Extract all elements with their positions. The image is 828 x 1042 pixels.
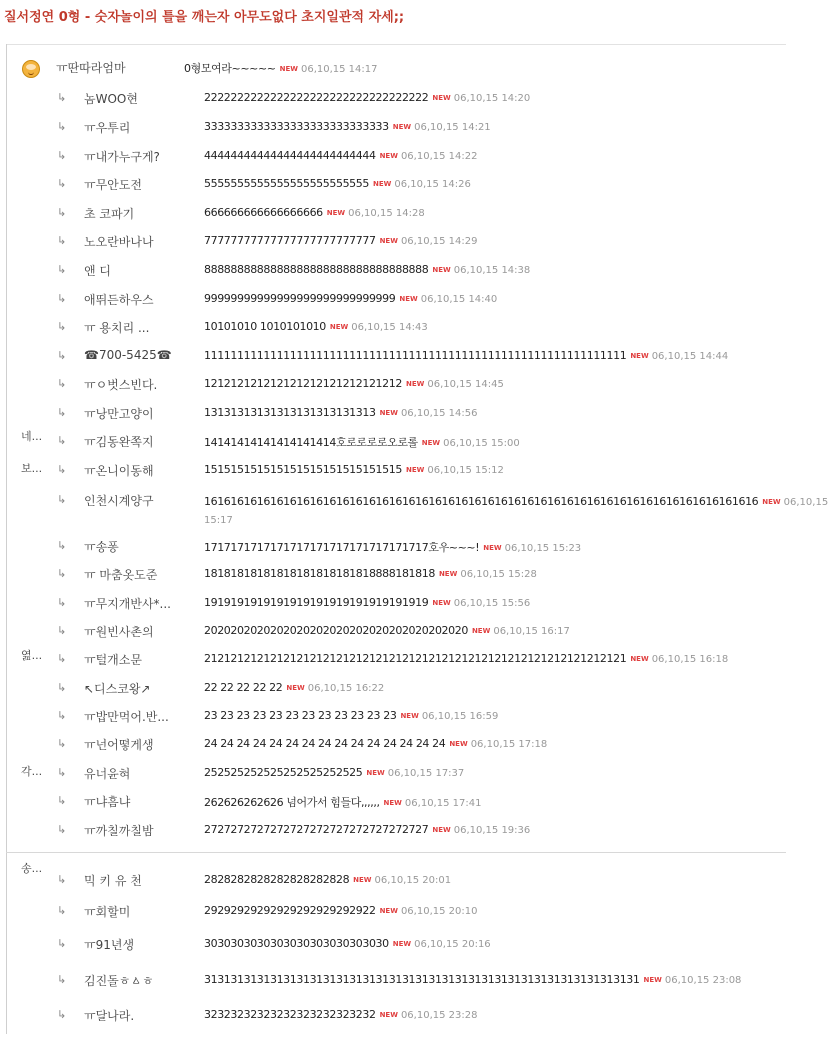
new-badge: NEW — [279, 65, 298, 73]
reply-date: 06,10,15 15:56 — [453, 598, 531, 609]
reply-date: 06,10,15 23:08 — [664, 975, 742, 986]
new-badge: NEW — [326, 209, 346, 217]
reply-author[interactable]: ㅠ털개소문 — [84, 653, 142, 667]
reply-date: 06,10,15 16:22 — [307, 683, 385, 694]
new-badge: NEW — [366, 769, 385, 777]
reply-row — [0, 971, 788, 993]
reply-arrow-icon: ↳ — [57, 624, 67, 637]
reply-body — [204, 120, 784, 133]
reply-date: 06,10,15 14:28 — [348, 208, 425, 219]
new-badge: NEW — [438, 570, 458, 578]
reply-author[interactable]: 인천시계양구 — [84, 494, 154, 508]
new-badge: NEW — [379, 409, 398, 417]
reply-body — [204, 349, 784, 362]
comment-author[interactable]: ㅠ딴따라엄마 — [56, 61, 126, 75]
reply-row — [0, 461, 788, 483]
reply-arrow-icon: ↳ — [57, 263, 67, 276]
reply-date: 06,10,15 17:41 — [404, 798, 482, 809]
reply-body — [204, 149, 784, 162]
reply-text: 1111111111111111111111111111111111111111111111111111111111111111 — [204, 349, 627, 362]
new-badge: NEW — [405, 466, 425, 474]
reply-date: 06,10,15 14:38 — [453, 265, 531, 276]
reply-date: 06,10,15 16:18 — [651, 654, 729, 665]
reply-author[interactable]: 믹 키 유 천 — [84, 874, 142, 888]
reply-author[interactable]: ㅠ송퐁 — [84, 540, 119, 554]
reply-row — [0, 935, 788, 957]
reply-text: 14141414141414141414호로로로로오로롤 — [204, 436, 418, 449]
reply-row — [0, 318, 788, 340]
new-badge: NEW — [483, 544, 502, 552]
reply-author[interactable]: ㅠ원빈사촌의 — [84, 625, 154, 639]
reply-arrow-icon: ↳ — [57, 904, 67, 917]
reply-arrow-icon: ↳ — [57, 873, 67, 886]
new-badge: NEW — [630, 352, 649, 360]
reply-arrow-icon: ↳ — [57, 406, 67, 419]
reply-author[interactable]: ㅠㅇ벗스빈다. — [84, 378, 158, 392]
reply-text: 3333333333333333333333333333 — [204, 120, 389, 133]
reply-row — [0, 347, 788, 369]
new-badge: NEW — [379, 152, 398, 160]
reply-body — [204, 681, 784, 694]
new-badge: NEW — [432, 266, 451, 274]
reply-row — [0, 821, 788, 843]
reply-arrow-icon: ↳ — [57, 681, 67, 694]
reply-text: 13131313131313131313131313 — [204, 406, 376, 419]
reply-body — [204, 904, 784, 917]
reply-arrow-icon: ↳ — [57, 493, 67, 506]
reply-row — [0, 375, 788, 397]
reply-arrow-icon: ↳ — [57, 539, 67, 552]
new-badge: NEW — [432, 599, 451, 607]
reply-author[interactable]: ㅠ회할미 — [84, 905, 131, 919]
reply-date: 06,10,15 19:36 — [453, 825, 531, 836]
comment-body — [184, 60, 764, 76]
reply-arrow-icon: ↳ — [57, 709, 67, 722]
reply-arrow-icon: ↳ — [57, 794, 67, 807]
side-label: 네... — [21, 430, 43, 443]
reply-date: 06,10,15 15:00 — [443, 438, 520, 449]
reply-date: 06,10,15 20:10 — [400, 906, 478, 917]
reply-text: 151515151515151515151515151515 — [204, 463, 402, 476]
reply-arrow-icon: ↳ — [57, 377, 67, 390]
new-badge: NEW — [399, 295, 418, 303]
reply-text: 44444444444444444444444444 — [204, 149, 376, 162]
reply-date: 06,10,15 14:21 — [414, 122, 491, 133]
reply-date: 06,10,15 20:16 — [414, 939, 491, 950]
comment-frame-top — [6, 44, 786, 45]
reply-arrow-icon: ↳ — [57, 349, 67, 362]
reply-body — [204, 463, 784, 476]
reply-body — [204, 937, 784, 950]
new-badge: NEW — [286, 684, 305, 692]
new-badge: NEW — [630, 655, 649, 663]
reply-author[interactable]: 노오란바나나 — [84, 235, 154, 249]
reply-date: 06,10,15 23:28 — [400, 1010, 478, 1021]
new-badge: NEW — [421, 439, 441, 447]
reply-body — [204, 434, 784, 450]
reply-date: 06,10,15 15:12 — [427, 465, 504, 476]
smiley-avatar-icon — [22, 60, 40, 78]
reply-text: 22 22 22 22 22 — [204, 681, 283, 694]
reply-arrow-icon: ↳ — [57, 320, 67, 333]
reply-author[interactable]: ㅠ냐흠냐 — [84, 795, 131, 809]
reply-date: 06,10,15 17:37 — [387, 768, 465, 779]
reply-date: 06,10,15 16:17 — [493, 626, 570, 637]
reply-author[interactable]: 유너윤혀 — [84, 767, 131, 781]
reply-author[interactable]: ㅠ낭만고양이 — [84, 407, 154, 421]
reply-row — [0, 792, 788, 814]
new-badge: NEW — [432, 826, 451, 834]
new-badge: NEW — [379, 907, 398, 915]
reply-author[interactable]: ㅠ내가누구게? — [84, 150, 160, 164]
page-title: 질서정연 0형 - 숫자놀이의 틀을 깨는자 아무도없다 초지일관적 자세;; — [4, 10, 405, 25]
reply-row — [0, 147, 788, 169]
reply-row — [0, 1006, 788, 1028]
reply-date: 06,10,15 14:26 — [394, 179, 471, 190]
reply-text: 666666666666666666 — [204, 206, 323, 219]
reply-author[interactable]: ㅠ밥만먹어.반... — [84, 710, 169, 724]
reply-body — [204, 596, 784, 609]
new-badge: NEW — [329, 323, 349, 331]
reply-text: 99999999999999999999999999999 — [204, 292, 396, 305]
reply-author[interactable]: ㅠ달나라. — [84, 1009, 135, 1023]
new-badge: NEW — [383, 799, 402, 807]
reply-text: 121212121212121212121212121212 — [204, 377, 402, 390]
reply-row — [0, 650, 788, 672]
reply-body — [204, 406, 784, 419]
reply-date: 06,10,15 14:45 — [427, 379, 504, 390]
reply-text: 3030303030303030303030303030 — [204, 937, 389, 950]
reply-body — [204, 206, 784, 219]
reply-text: 77777777777777777777777777 — [204, 234, 376, 247]
reply-text: 262626262626 넘어가서 힘들다,,,,,, — [204, 796, 380, 809]
reply-arrow-icon: ↳ — [57, 463, 67, 476]
reply-body — [204, 234, 784, 247]
comment-row — [0, 58, 788, 80]
reply-row — [0, 871, 788, 893]
reply-body — [204, 709, 784, 722]
reply-date: 06,10,15 20:01 — [374, 875, 452, 886]
reply-text: 2222222222222222222222222222222222 — [204, 91, 429, 104]
new-badge: NEW — [432, 94, 451, 102]
reply-author[interactable]: 앤 디 — [84, 264, 111, 278]
reply-text: 24 24 24 24 24 24 24 24 24 24 24 24 24 24 24 — [204, 737, 446, 750]
reply-author[interactable]: ↖디스코왕↗ — [84, 682, 151, 696]
reply-body — [204, 973, 784, 986]
reply-text: 2727272727272727272727272727272727 — [204, 823, 429, 836]
reply-date: 06,10,15 16:59 — [421, 711, 499, 722]
new-badge: NEW — [405, 380, 425, 388]
reply-author[interactable]: ㅠ온니이동해 — [84, 464, 154, 478]
reply-author[interactable]: ㅠ까칠까칠밤 — [84, 824, 154, 838]
new-badge: NEW — [643, 976, 662, 984]
reply-text: 2828282828282828282828 — [204, 873, 350, 886]
reply-body — [204, 377, 784, 390]
reply-body — [204, 91, 784, 104]
reply-body — [204, 493, 828, 529]
reply-author[interactable]: ☎700-5425☎ — [84, 348, 172, 362]
reply-row — [0, 594, 788, 616]
reply-body — [204, 624, 784, 637]
reply-row — [0, 175, 788, 197]
reply-row — [0, 432, 788, 454]
section-divider — [6, 852, 786, 853]
reply-row — [0, 707, 788, 729]
reply-row — [0, 204, 788, 226]
reply-row — [0, 679, 788, 701]
reply-row — [0, 764, 788, 786]
new-badge: NEW — [392, 123, 412, 131]
reply-author[interactable]: ㅠ우투리 — [84, 121, 131, 135]
reply-body — [204, 263, 784, 276]
reply-arrow-icon: ↳ — [57, 567, 67, 580]
reply-body — [204, 766, 784, 779]
reply-row — [0, 89, 788, 111]
reply-body — [204, 539, 784, 555]
reply-row — [0, 902, 788, 924]
reply-arrow-icon: ↳ — [57, 91, 67, 104]
reply-author[interactable]: ㅠ91년생 — [84, 938, 135, 952]
reply-body — [204, 873, 784, 886]
reply-text: 1919191919191919191919191919191919 — [204, 596, 429, 609]
reply-date: 06,10,15 14:22 — [400, 151, 478, 162]
reply-author[interactable]: ㅠ 마춤옷도준 — [84, 568, 158, 582]
reply-arrow-icon: ↳ — [57, 823, 67, 836]
new-badge: NEW — [353, 876, 372, 884]
side-label: 각... — [21, 765, 43, 778]
reply-row — [0, 491, 828, 531]
new-badge: NEW — [400, 712, 419, 720]
reply-row — [0, 622, 788, 644]
reply-body — [204, 1008, 784, 1021]
reply-arrow-icon: ↳ — [57, 177, 67, 190]
reply-arrow-icon: ↳ — [57, 737, 67, 750]
reply-text: 252525252525252525252525 — [204, 766, 363, 779]
reply-author[interactable]: 놈WOO현 — [84, 92, 138, 106]
reply-text: 2020202020202020202020202020202020202020 — [204, 624, 468, 637]
reply-arrow-icon: ↳ — [57, 206, 67, 219]
reply-row — [0, 290, 788, 312]
reply-text: 10101010 1010101010 — [204, 320, 326, 333]
reply-author[interactable]: ㅠ무안도전 — [84, 178, 142, 192]
reply-date: 06,10,15 15:17 — [204, 497, 828, 526]
reply-body — [204, 652, 784, 665]
reply-author[interactable]: ㅠ넌어떻게생 — [84, 738, 154, 752]
reply-author[interactable]: ㅠ무지개반사*... — [84, 597, 171, 611]
reply-author[interactable]: 김진돌ㅎㅿㅎ — [84, 974, 154, 988]
new-badge: NEW — [392, 940, 412, 948]
reply-body — [204, 823, 784, 836]
reply-body — [204, 567, 784, 580]
reply-body — [204, 320, 784, 333]
reply-row — [0, 118, 788, 140]
reply-arrow-icon: ↳ — [57, 937, 67, 950]
reply-arrow-icon: ↳ — [57, 973, 67, 986]
reply-date: 06,10,15 14:40 — [420, 294, 498, 305]
new-badge: NEW — [449, 740, 468, 748]
reply-text: 29292929292929292929292922 — [204, 904, 376, 917]
side-label: 송... — [21, 862, 43, 875]
reply-body — [204, 292, 784, 305]
new-badge: NEW — [379, 237, 398, 245]
reply-arrow-icon: ↳ — [57, 652, 67, 665]
reply-body — [204, 737, 784, 750]
reply-text: 18181818181818181818181818888181818 — [204, 567, 435, 580]
reply-date: 06,10,15 15:28 — [460, 569, 537, 580]
new-badge: NEW — [379, 1011, 398, 1019]
reply-arrow-icon: ↳ — [57, 1008, 67, 1021]
reply-body — [204, 177, 784, 190]
reply-arrow-icon: ↳ — [57, 292, 67, 305]
reply-author[interactable]: 초 코파기 — [84, 207, 135, 221]
side-label: 보... — [21, 462, 43, 475]
reply-arrow-icon: ↳ — [57, 149, 67, 162]
reply-date: 06,10,15 14:29 — [400, 236, 478, 247]
reply-text: 1717171717171717171717171717171717호우~~~! — [204, 541, 480, 554]
reply-body — [204, 794, 784, 810]
reply-row — [0, 404, 788, 426]
reply-row — [0, 537, 788, 559]
side-label: 엺... — [21, 649, 43, 662]
reply-arrow-icon: ↳ — [57, 234, 67, 247]
comment-text: 0형모여라~~~~~ — [184, 62, 276, 75]
reply-arrow-icon: ↳ — [57, 766, 67, 779]
reply-author[interactable]: 애뛰든하우스 — [84, 293, 154, 307]
reply-text: 23 23 23 23 23 23 23 23 23 23 23 23 — [204, 709, 397, 722]
reply-text: 8888888888888888888888888888888888 — [204, 263, 429, 276]
reply-row — [0, 565, 788, 587]
reply-date: 06,10,15 14:43 — [351, 322, 428, 333]
reply-author[interactable]: ㅠ김동완쪽지 — [84, 435, 154, 449]
reply-row — [0, 735, 788, 757]
new-badge: NEW — [372, 180, 392, 188]
reply-text: 2121212121212121212121212121212121212121212121212121212121212121 — [204, 652, 627, 665]
reply-date: 06,10,15 14:20 — [453, 93, 531, 104]
new-badge: NEW — [471, 627, 491, 635]
reply-text: 32323232323232323232323232 — [204, 1008, 376, 1021]
reply-row — [0, 261, 788, 283]
reply-date: 06,10,15 15:23 — [504, 543, 582, 554]
reply-arrow-icon: ↳ — [57, 120, 67, 133]
new-badge: NEW — [762, 497, 781, 506]
reply-text: 313131313131313131313131313131313131313131313131313131313131313131 — [204, 973, 640, 986]
reply-row — [0, 232, 788, 254]
reply-date: 06,10,15 14:44 — [651, 351, 729, 362]
reply-author[interactable]: ㅠ 용치리 ... — [84, 321, 150, 335]
reply-date: 06,10,15 17:18 — [470, 739, 548, 750]
reply-text: 161616161616161616161616161616161616161616161616161616161616161616161616161616161616 — [204, 495, 759, 508]
reply-date: 06,10,15 14:56 — [400, 408, 478, 419]
reply-arrow-icon: ↳ — [57, 434, 67, 447]
reply-text: 5555555555555555555555555 — [204, 177, 369, 190]
comment-date: 06,10,15 14:17 — [300, 64, 378, 75]
reply-arrow-icon: ↳ — [57, 596, 67, 609]
